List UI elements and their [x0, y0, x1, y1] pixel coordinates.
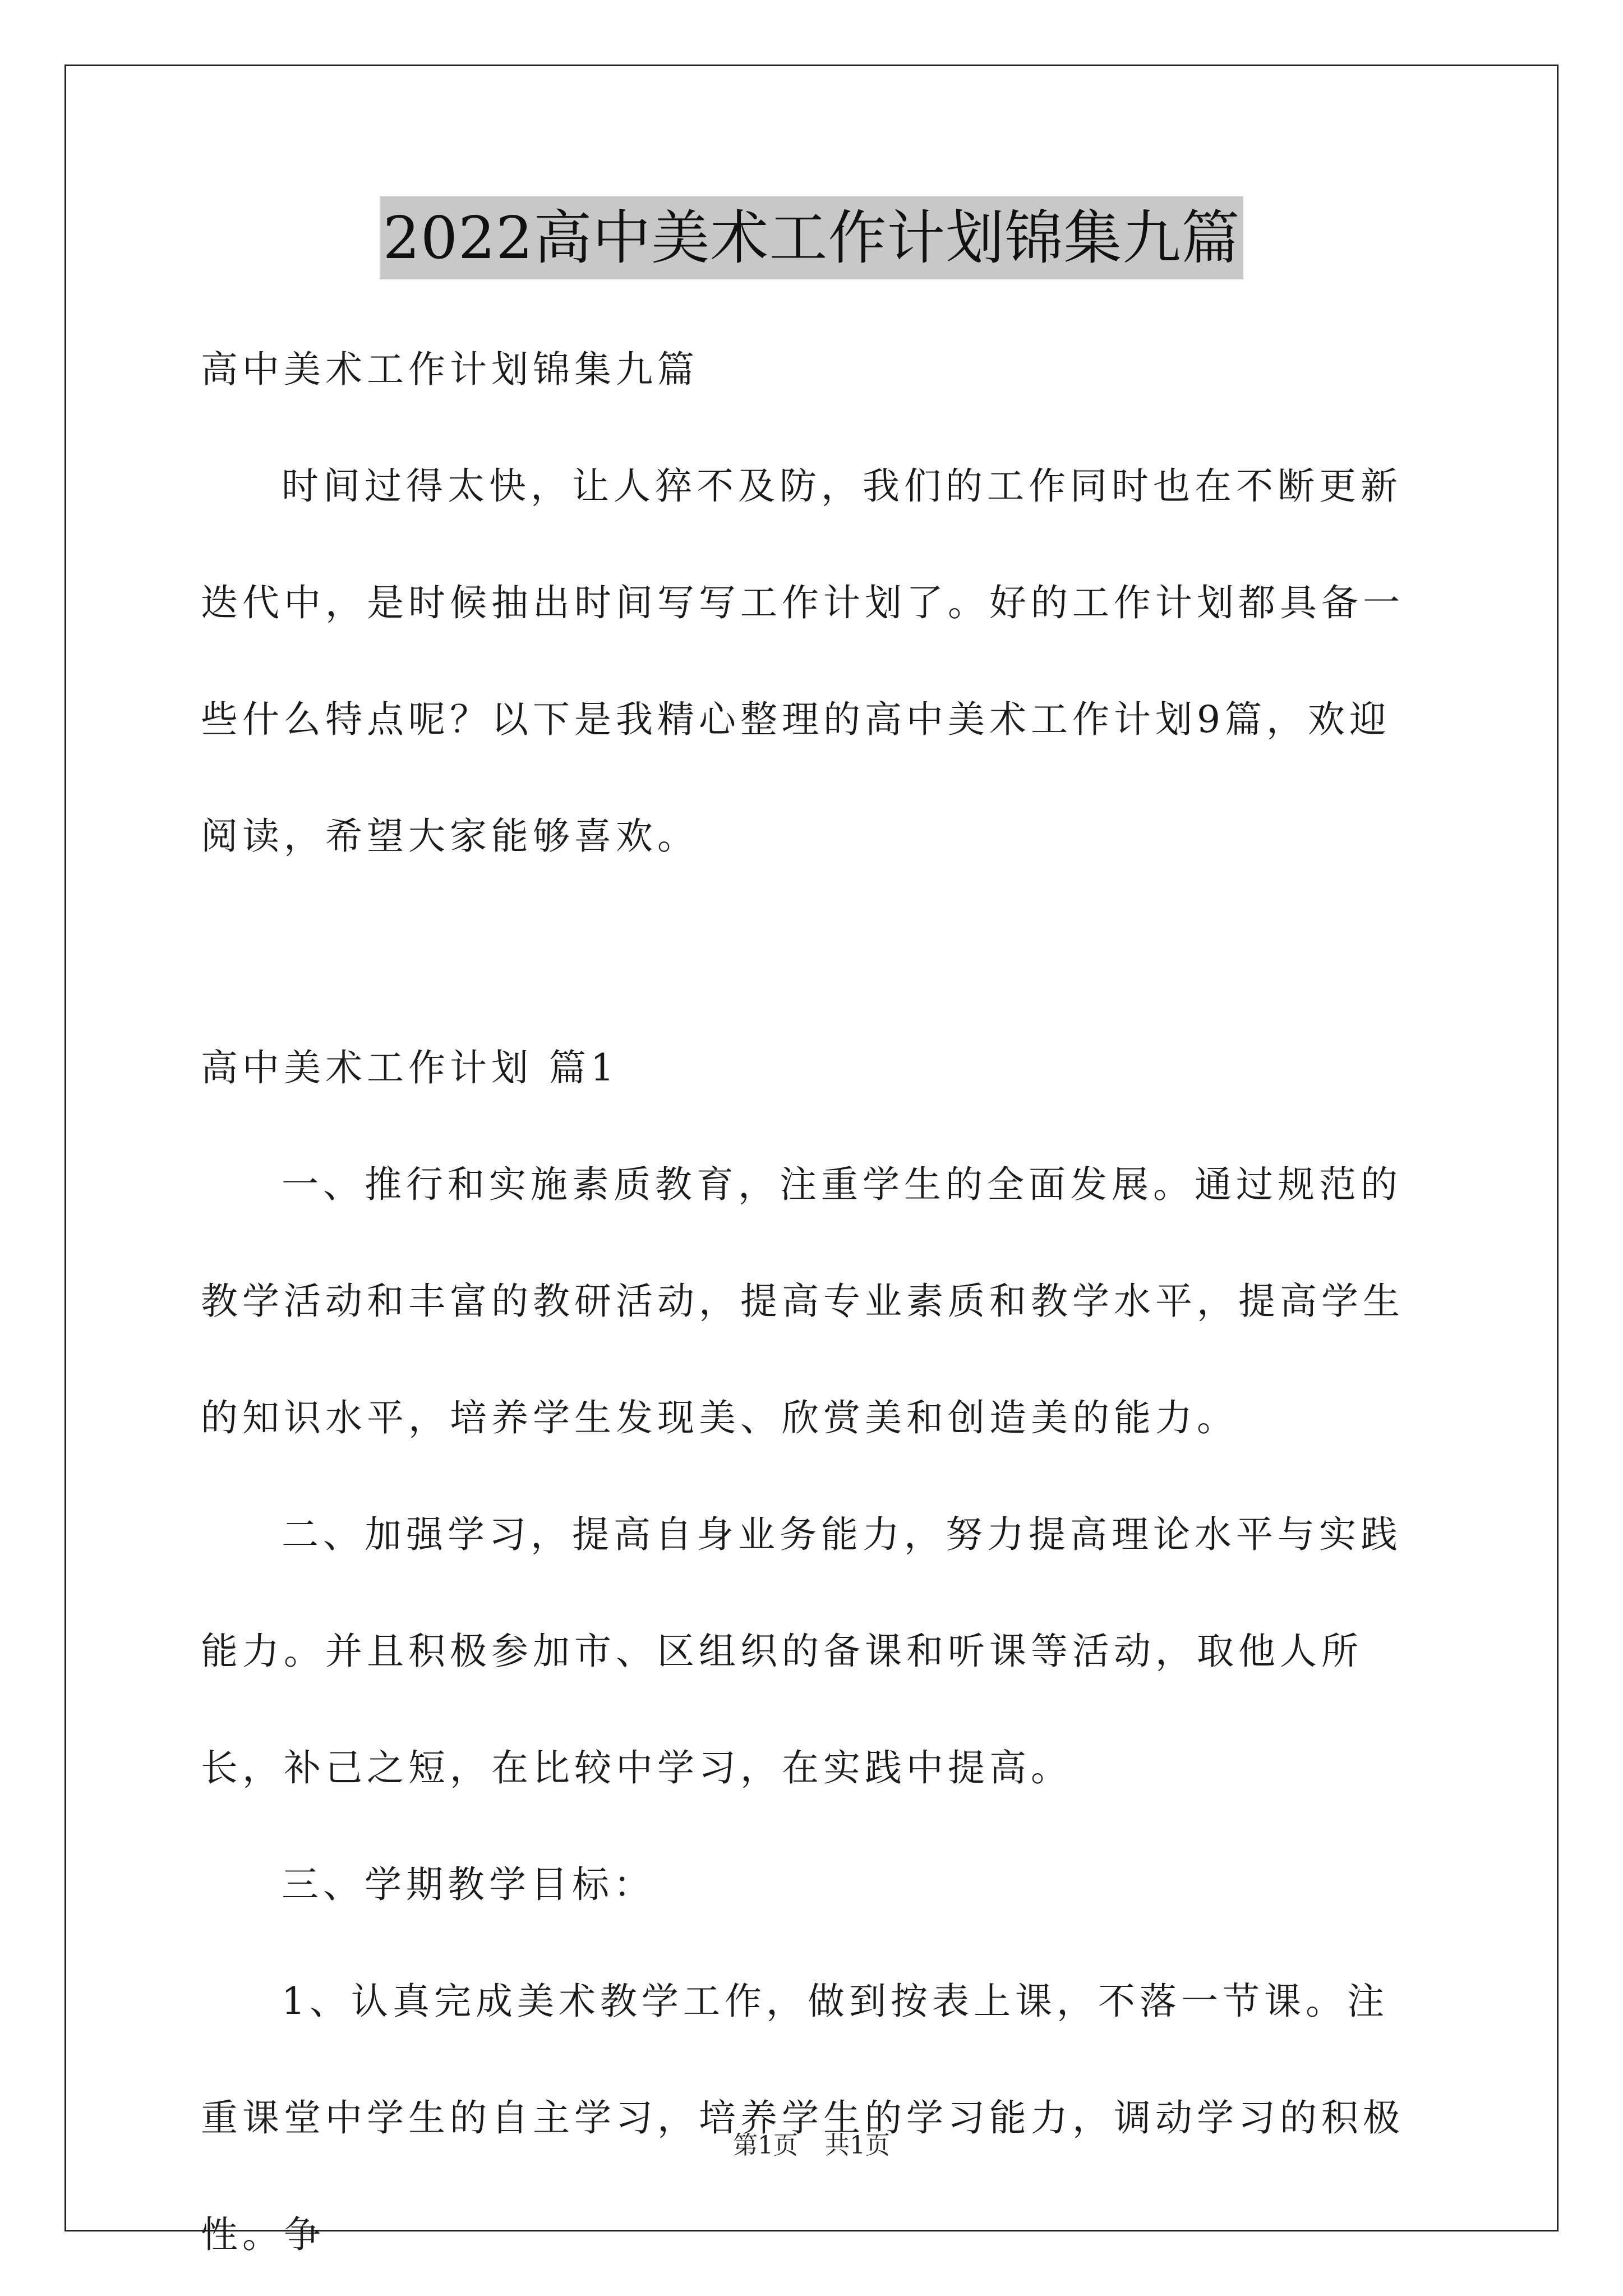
page-total: 共1页: [825, 2131, 890, 2160]
document-subtitle: 高中美术工作计划锦集九篇: [201, 348, 699, 391]
document-title: 2022高中美术工作计划锦集九篇: [380, 196, 1244, 279]
document-body: [201, 311, 1428, 2293]
section-spacer: [201, 895, 1428, 1010]
paragraph-3: 三、学期教学目标：: [282, 1863, 655, 1906]
title-wrapper: [0, 196, 1623, 279]
paragraph-2: 二、加强学习，提高自身业务能力，努力提高理论水平与实践能力。并且积极参加市、区组织的备课和听课等活动，取他人所长，补己之短，在比较中学习，在实践中提高。: [201, 1513, 1402, 1789]
page-number: 第1页: [733, 2131, 798, 2160]
paragraph-4: 1、认真完成美术教学工作，做到按表上课，不落一节课。注重课堂中学生的自主学习，培养学生的学习能力，调动学习的积极性。争: [201, 1980, 1404, 2256]
page-footer: [0, 2129, 1623, 2162]
section-heading: 高中美术工作计划 篇1: [201, 1046, 619, 1089]
intro-paragraph: 时间过得太快，让人猝不及防，我们的工作同时也在不断更新迭代中，是时候抽出时间写写工作计划了。好的工作计划都具备一些什么特点呢？以下是我精心整理的高中美术工作计划9篇，欢迎阅读，希望大家能够喜欢。: [201, 464, 1404, 858]
paragraph-1: 一、推行和实施素质教育，注重学生的全面发展。通过规范的教学活动和丰富的教研活动，提高专业素质和教学水平，提高学生的知识水平，培养学生发现美、欣赏美和创造美的能力。: [201, 1163, 1404, 1439]
